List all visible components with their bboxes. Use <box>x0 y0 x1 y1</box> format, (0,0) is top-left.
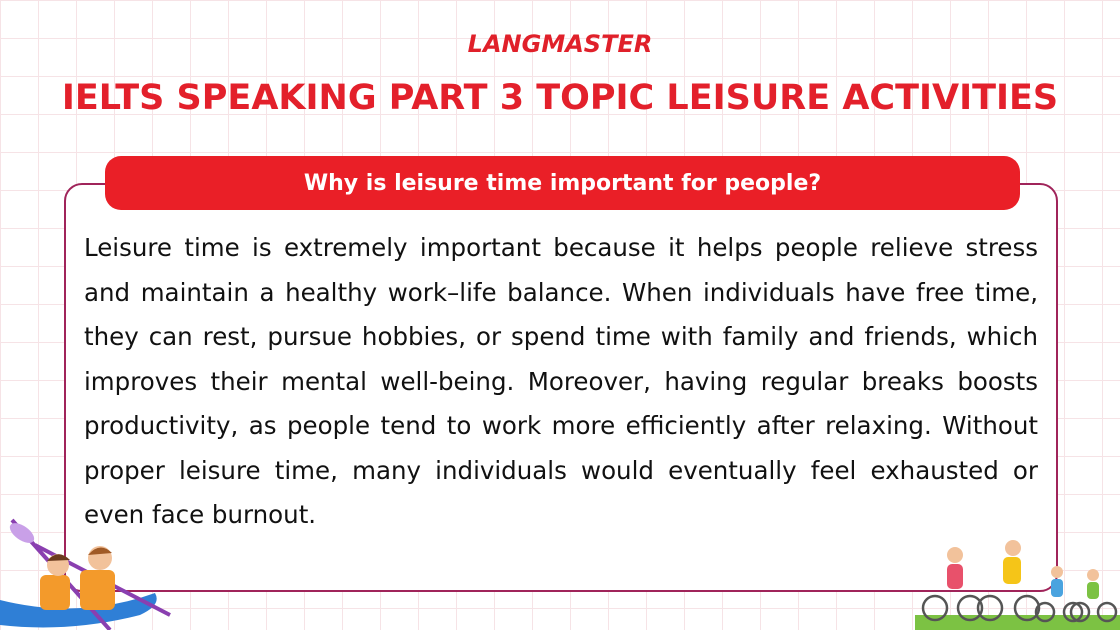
page-title: IELTS SPEAKING PART 3 TOPIC LEISURE ACTIVITIES <box>61 78 1059 118</box>
question-text: Why is leisure time important for people? <box>303 170 822 196</box>
cyclists-illustration <box>915 540 1120 630</box>
question-banner <box>105 156 1020 210</box>
answer-text: Leisure time is extremely important because it helps people relieve stress and maintain a healthy work–life balance. When individuals have free time, they can rest, pursue hobbies, or spend time with family and friends, which improves their mental well-being. Moreover, having regular breaks boosts productivity, as people tend to work more efficiently after relaxing. Without proper leisure time, many individuals would eventually feel exhausted or even face burnout. <box>84 233 1038 529</box>
kayak-illustration <box>0 515 190 630</box>
langmaster-logo: LANGMASTER <box>467 30 653 58</box>
